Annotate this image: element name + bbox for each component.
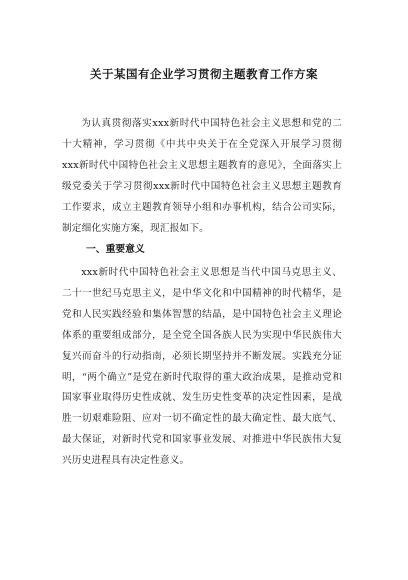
document-title: 关于某国有企业学习贯彻主题教育工作方案 (90, 67, 318, 81)
intro-paragraph: 为认真贯彻落实xxx新时代中国特色社会主义思想和党的二十大精神，学习贯彻《中共中央关于在全党深入开展学习贯彻xxx新时代中国特色社会主义思想主题教育的意见》，全面落实上级党委关于学习贯彻xxx新时代中国特色社会主义思想主题教育工作要求，成立主题教育领导小组和办事机构，结合公司实际，制定细化实施方案，现汇报如下。 (62, 118, 342, 234)
section-heading-significance: 一、重要意义 (86, 244, 145, 255)
section-paragraph-significance: xxx新时代中国特色社会主义思想是当代中国马克思主义、二十一世纪马克思主义，是中华文化和中国精神的时代精华，是党和人民实践经验和集体智慧的结晶，是中国特色社会主义理论体系的重要组成部分，是全党全国各族人民为实现中华民族伟大复兴而奋斗的行动指南，必须长期坚持并不断发展。实践充分证明，“两个确立”是党在新时代取得的重大政治成果，是推动党和国家事业取得历史性成就、发生历史性变革的决定性因素，是战胜一切艰难险阻、应对一切不确定性的最大确定性、最大底气、最大保证，对新时代党和国家事业发展、对推进中华民族伟大复兴历史进程具有决定性意义。 (62, 267, 342, 467)
